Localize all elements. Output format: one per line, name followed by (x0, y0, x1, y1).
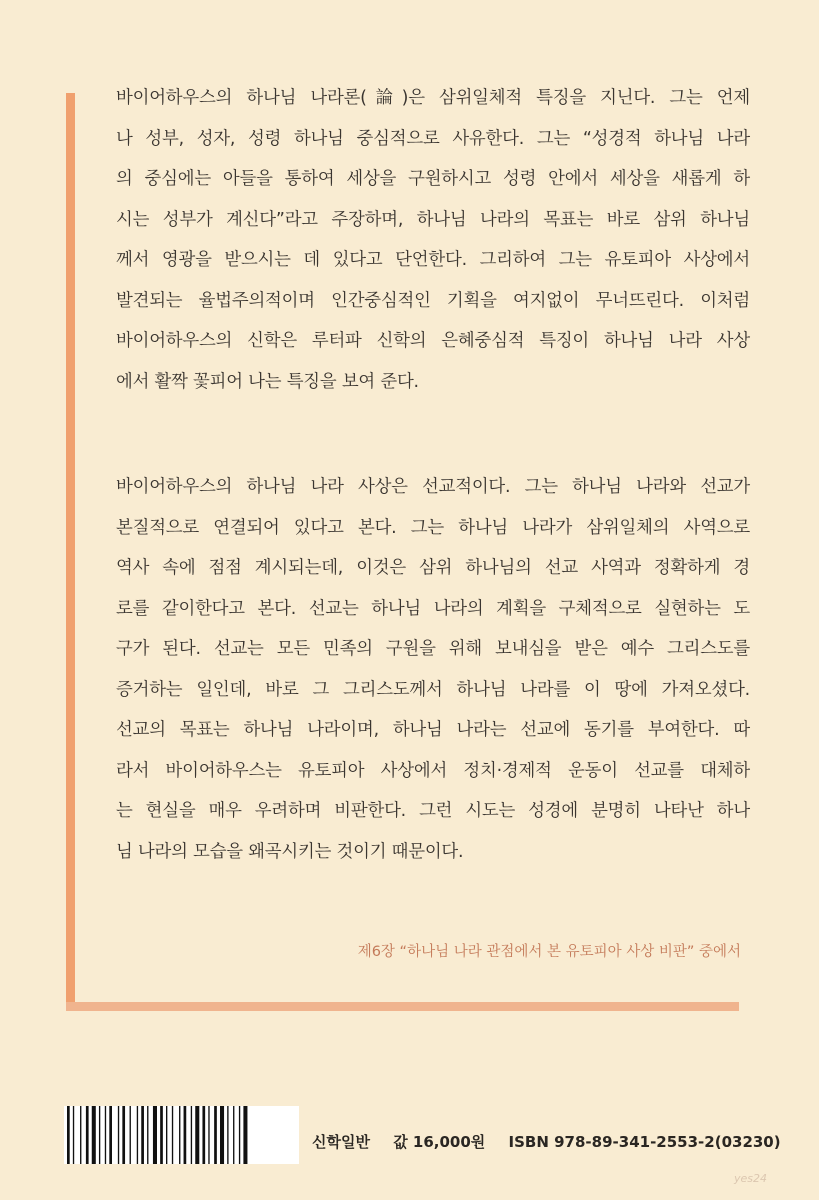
text-line: 로를 같이한다고 본다. 선교는 하나님 나라의 계획을 구체적으로 실현하는 도 (116, 598, 750, 619)
text-line: 에서 활짝 꽃피어 나는 특징을 보여 준다. (116, 371, 419, 392)
text-line: 님 나라의 모습을 왜곡시키는 것이기 때문이다. (116, 841, 464, 862)
accent-bar-vertical (66, 93, 75, 1011)
watermark-logo: yes24 (733, 1172, 767, 1185)
text-line: 시는 성부가 계신다”라고 주장하며, 하나님 나라의 목표는 바로 삼위 하나님 (116, 209, 750, 230)
text-line: 는 현실을 매우 우려하며 비판한다. 그런 시도는 성경에 분명히 나타난 하나 (116, 801, 750, 821)
text-line: 역사 속에 점점 계시되는데, 이것은 삼위 하나님의 선교 사역과 정확하게 경 (116, 558, 750, 578)
text-line: 발견되는 율법주의적이며 인간중심적인 기획을 여지없이 무너뜨린다. 이처럼 (116, 290, 750, 311)
barcode-icon (64, 1106, 299, 1164)
text-line: 증거하는 일인데, 바로 그 그리스도께서 하나님 나라를 이 땅에 가져오셨다. (116, 679, 750, 700)
price-label: 값 16,000원 (393, 1133, 486, 1151)
text-line: 라서 바이어하우스는 유토피아 사상에서 정치·경제적 운동이 선교를 대체하 (116, 760, 750, 781)
text-line: 의 중심에는 아들을 통하여 세상을 구원하시고 성령 안에서 세상을 새롭게 하 (116, 169, 750, 189)
book-info (312, 1131, 799, 1152)
text-line: 바이어하우스의 하나님 나라론(論)은 삼위일체적 특징을 지닌다. 그는 언제 (116, 88, 750, 108)
text-line: 구가 된다. 선교는 모든 민족의 구원을 위해 보내심을 받은 예수 그리스도를 (116, 639, 750, 659)
text-line: 바이어하우스의 신학은 루터파 신학의 은혜중심적 특징이 하나님 나라 사상 (116, 331, 750, 351)
category-label: 신학일반 (312, 1133, 370, 1151)
text-line: 바이어하우스의 하나님 나라 사상은 선교적이다. 그는 하나님 나라와 선교가 (116, 477, 750, 497)
source-citation: 제6장 “하나님 나라 관점에서 본 유토피아 사상 비판” 중에서 (357, 944, 741, 960)
text-line: 께서 영광을 받으시는 데 있다고 단언한다. 그리하여 그는 유토피아 사상에서 (116, 250, 750, 270)
text-line: 본질적으로 연결되어 있다고 본다. 그는 하나님 나라가 삼위일체의 사역으로 (116, 517, 750, 538)
text-line: 나 성부, 성자, 성령 하나님 중심적으로 사유한다. 그는 “성경적 하나님 나라 (116, 128, 750, 149)
text-line: 선교의 목표는 하나님 나라이며, 하나님 나라는 선교에 동기를 부여한다. 따 (116, 720, 750, 740)
accent-bar-horizontal (66, 1002, 739, 1011)
quote-paragraph-2 (116, 467, 750, 872)
quote-paragraph-1 (116, 78, 750, 402)
isbn-label: ISBN 978-89-341-2553-2(03230) (508, 1133, 781, 1151)
